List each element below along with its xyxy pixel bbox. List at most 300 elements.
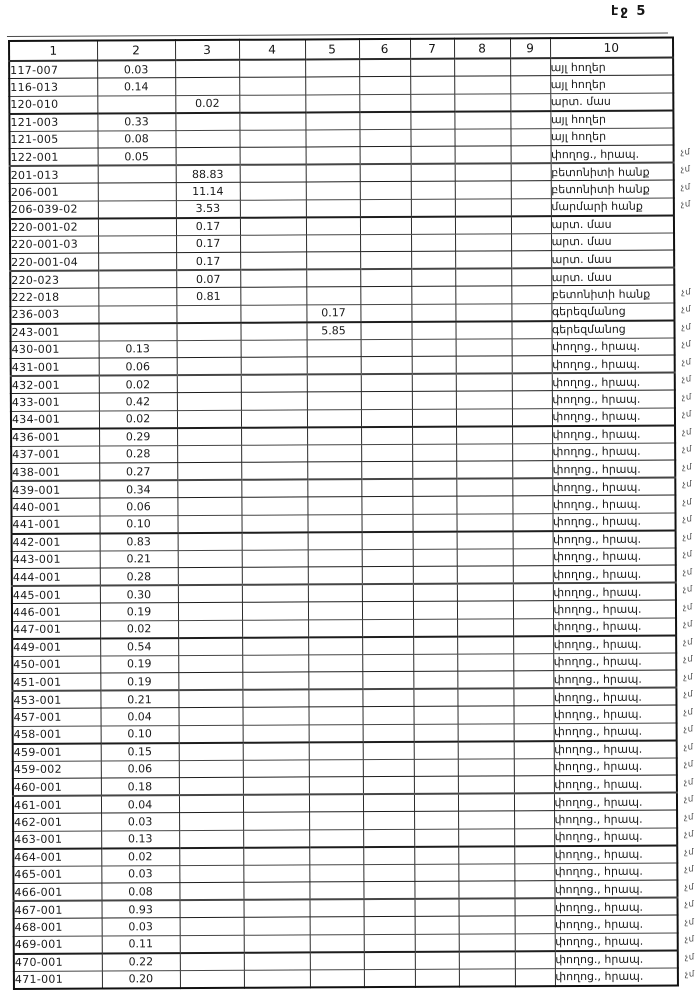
cell-code: 440-001 xyxy=(11,498,99,516)
cell-land-use: փողոց., հրապ. xyxy=(553,565,676,583)
margin-mark: չմ xyxy=(681,304,692,315)
cell-col3: 88.83 xyxy=(176,165,240,183)
cell-col5 xyxy=(308,672,362,690)
cell-code: 447-001 xyxy=(12,621,100,639)
cell-col8 xyxy=(459,951,515,969)
cell-col6 xyxy=(360,321,411,339)
cell-col4 xyxy=(242,707,308,725)
cell-col8 xyxy=(456,461,512,479)
cell-col3 xyxy=(178,672,242,690)
cell-col4 xyxy=(241,357,307,375)
margin-mark: չմ xyxy=(683,706,694,717)
cell-col6 xyxy=(364,899,415,917)
cell-col6 xyxy=(361,444,412,462)
cell-col4 xyxy=(243,847,309,865)
cell-col2 xyxy=(98,305,176,323)
margin-mark: չմ xyxy=(683,654,694,665)
cell-col8 xyxy=(456,338,512,356)
column-header-7: 7 xyxy=(410,39,454,59)
cell-col7 xyxy=(413,671,457,689)
cell-land-use: այլ հողեր xyxy=(550,58,673,76)
cell-col8 xyxy=(457,618,513,636)
cell-col9 xyxy=(510,76,550,94)
cell-land-use: փողոց., հրապ. xyxy=(552,408,675,426)
cell-col5 xyxy=(309,829,363,847)
cell-col4 xyxy=(240,199,306,217)
cell-col9 xyxy=(513,583,553,601)
cell-col3 xyxy=(178,655,242,673)
cell-col5 xyxy=(306,147,360,165)
cell-col4 xyxy=(239,94,305,112)
cell-col8 xyxy=(457,583,513,601)
cell-col7 xyxy=(413,549,457,567)
cell-col5 xyxy=(307,479,361,497)
cell-col2 xyxy=(98,183,176,201)
margin-mark: չմ xyxy=(683,671,694,682)
cell-col9 xyxy=(513,706,553,724)
cell-col5 xyxy=(309,864,363,882)
cell-col4 xyxy=(244,917,310,935)
cell-col2: 0.22 xyxy=(102,953,180,971)
cell-col6 xyxy=(363,776,414,794)
cell-col3: 0.17 xyxy=(176,235,240,253)
cell-col3: 11.14 xyxy=(176,182,240,200)
cell-code: 437-001 xyxy=(11,446,99,464)
cell-code: 436-001 xyxy=(11,428,99,446)
cell-land-use: արտ. մաս xyxy=(551,250,674,268)
cell-land-use: փողոց., հրապ. xyxy=(552,373,675,391)
cell-col3 xyxy=(178,637,242,655)
cell-col7 xyxy=(414,724,458,742)
cell-col8 xyxy=(455,286,511,304)
cell-land-use: փողոց., հրապ. xyxy=(553,688,676,706)
cell-col2 xyxy=(97,95,175,113)
cell-col9 xyxy=(512,513,552,531)
cell-col2: 0.29 xyxy=(99,428,177,446)
cell-col7 xyxy=(414,759,458,777)
cell-col5 xyxy=(308,584,362,602)
cell-col7 xyxy=(412,409,456,427)
cell-col4 xyxy=(242,619,308,637)
cell-code: 441-001 xyxy=(11,516,99,534)
cell-col4 xyxy=(243,724,309,742)
cell-col9 xyxy=(513,548,553,566)
cell-col5 xyxy=(310,917,364,935)
cell-col2: 0.13 xyxy=(101,830,179,848)
cell-col9 xyxy=(514,758,554,776)
cell-col3 xyxy=(178,550,242,568)
cell-col8 xyxy=(454,111,510,129)
cell-col8 xyxy=(454,93,510,111)
cell-col4 xyxy=(240,164,306,182)
cell-col7 xyxy=(415,951,459,969)
cell-col4 xyxy=(243,759,309,777)
cell-code: 444-001 xyxy=(12,568,100,586)
cell-col8 xyxy=(455,216,511,234)
cell-col7 xyxy=(413,619,457,637)
cell-col2: 0.04 xyxy=(100,708,178,726)
cell-col7 xyxy=(413,706,457,724)
margin-mark: չմ xyxy=(684,934,695,945)
cell-col9 xyxy=(515,916,555,934)
cell-code: 462-001 xyxy=(13,813,101,831)
cell-col2: 0.21 xyxy=(100,550,178,568)
cell-col5 xyxy=(305,77,359,95)
cell-col8 xyxy=(455,163,511,181)
margin-mark: չմ xyxy=(684,864,695,875)
cell-col9 xyxy=(512,391,552,409)
cell-col5 xyxy=(305,94,359,112)
cell-land-use: արտ. մաս xyxy=(551,215,674,233)
cell-col5 xyxy=(310,934,364,952)
cell-col4 xyxy=(240,217,306,235)
cell-code: 461-001 xyxy=(13,796,101,814)
cell-col4 xyxy=(242,602,308,620)
cell-col6 xyxy=(362,601,413,619)
cell-land-use: փողոց., հրապ. xyxy=(552,443,675,461)
cell-col3 xyxy=(177,375,241,393)
cell-col6 xyxy=(359,94,410,112)
cell-col7 xyxy=(411,269,455,287)
cell-col4 xyxy=(240,234,306,252)
cell-col5 xyxy=(307,444,361,462)
cell-col2: 0.02 xyxy=(101,848,179,866)
cell-land-use: փողոց., հրապ. xyxy=(553,670,676,688)
cell-col3: 0.17 xyxy=(176,252,240,270)
cell-land-use: փողոց., հրապ. xyxy=(553,530,676,548)
cell-col7 xyxy=(412,391,456,409)
cell-col2: 0.03 xyxy=(102,918,180,936)
cell-col5 xyxy=(310,952,364,970)
cell-col2: 0.54 xyxy=(100,638,178,656)
cell-col9 xyxy=(511,146,551,164)
cell-col2 xyxy=(98,200,176,218)
cell-col8 xyxy=(456,426,512,444)
cell-land-use: մարմարի հանք xyxy=(551,198,674,216)
cell-col3: 3.53 xyxy=(176,200,240,218)
cell-col9 xyxy=(512,373,552,391)
cell-col7 xyxy=(412,356,456,374)
cell-col3 xyxy=(177,357,241,375)
margin-mark: չմ xyxy=(682,444,693,455)
cell-col5 xyxy=(306,234,360,252)
cell-col2: 0.19 xyxy=(100,673,178,691)
cell-land-use: փողոց., հրապ. xyxy=(554,880,677,898)
cell-col4 xyxy=(239,129,305,147)
cell-land-use: արտ. մաս xyxy=(550,93,673,111)
cell-code: 434-001 xyxy=(11,411,99,429)
cell-col8 xyxy=(457,636,513,654)
cell-col8 xyxy=(455,268,511,286)
cell-col2: 0.19 xyxy=(100,603,178,621)
cell-col8 xyxy=(457,688,513,706)
cell-col3 xyxy=(180,952,244,970)
cell-code: 220-001-04 xyxy=(10,253,98,271)
column-header-8: 8 xyxy=(454,38,510,58)
cell-col5 xyxy=(309,847,363,865)
cell-col8 xyxy=(457,706,513,724)
cell-col7 xyxy=(411,234,455,252)
margin-mark: չմ xyxy=(680,181,691,192)
cell-col9 xyxy=(515,968,555,986)
cell-col7 xyxy=(414,811,458,829)
cell-col5 xyxy=(310,969,364,987)
cell-code: 457-001 xyxy=(13,708,101,726)
margin-mark: չմ xyxy=(680,146,691,157)
cell-code: 471-001 xyxy=(14,971,102,989)
cell-col8 xyxy=(456,496,512,514)
cell-land-use: փողոց., հրապ. xyxy=(552,338,675,356)
margin-mark: չմ xyxy=(681,286,692,297)
cell-col9 xyxy=(512,496,552,514)
cell-col8 xyxy=(456,408,512,426)
cell-col6 xyxy=(363,724,414,742)
cell-code: 467-001 xyxy=(14,901,102,919)
table-row xyxy=(14,968,678,989)
cell-col7 xyxy=(414,741,458,759)
cell-col4 xyxy=(242,637,308,655)
cell-land-use: արտ. մաս xyxy=(551,233,674,251)
cell-code: 220-023 xyxy=(10,271,98,289)
cell-col8 xyxy=(454,76,510,94)
cell-col3 xyxy=(177,427,241,445)
cell-col8 xyxy=(457,601,513,619)
cell-col5 xyxy=(305,112,359,130)
cell-col8 xyxy=(456,443,512,461)
cell-col7 xyxy=(412,479,456,497)
cell-col9 xyxy=(510,93,550,111)
margin-mark: չմ xyxy=(683,741,694,752)
cell-land-use: փողոց., հրապ. xyxy=(552,513,675,531)
cell-col6 xyxy=(363,759,414,777)
cell-col6 xyxy=(359,111,410,129)
cell-col5 xyxy=(306,164,360,182)
cell-col7 xyxy=(411,216,455,234)
cell-col9 xyxy=(515,951,555,969)
cell-col2 xyxy=(98,253,176,271)
cell-col4 xyxy=(240,269,306,287)
cell-col3 xyxy=(178,620,242,638)
cell-code: 433-001 xyxy=(11,393,99,411)
cell-col9 xyxy=(514,741,554,759)
cell-col6 xyxy=(360,251,411,269)
cell-col3 xyxy=(175,60,239,78)
cell-col8 xyxy=(455,181,511,199)
cell-col3: 0.07 xyxy=(176,270,240,288)
cell-land-use: փողոց., հրապ. xyxy=(552,390,675,408)
margin-mark: չմ xyxy=(684,881,695,892)
cell-col2: 0.21 xyxy=(100,690,178,708)
cell-col4 xyxy=(243,742,309,760)
cell-col5 xyxy=(309,724,363,742)
margin-mark: չմ xyxy=(682,496,693,507)
cell-col3 xyxy=(176,305,240,323)
cell-col7 xyxy=(410,76,454,94)
cell-col3 xyxy=(179,777,243,795)
cell-code: 117-007 xyxy=(9,61,97,79)
cell-col9 xyxy=(512,338,552,356)
cell-col7 xyxy=(413,531,457,549)
cell-col7 xyxy=(414,864,458,882)
cell-col9 xyxy=(514,863,554,881)
cell-code: 243-001 xyxy=(10,323,98,341)
margin-mark: չմ xyxy=(681,339,692,350)
cell-code: 443-001 xyxy=(12,551,100,569)
margin-mark: չմ xyxy=(680,164,691,175)
cell-col2 xyxy=(98,218,176,236)
cell-col5 xyxy=(308,689,362,707)
cell-col7 xyxy=(413,566,457,584)
cell-col8 xyxy=(458,828,514,846)
cell-code: 438-001 xyxy=(11,463,99,481)
cell-code: 120-010 xyxy=(9,96,97,114)
cell-col3 xyxy=(180,917,244,935)
cell-col6 xyxy=(362,636,413,654)
cell-land-use: փողոց., հրապ. xyxy=(555,968,678,986)
cell-col9 xyxy=(512,408,552,426)
cell-col8 xyxy=(455,303,511,321)
cell-col9 xyxy=(513,688,553,706)
cell-col6 xyxy=(363,881,414,899)
cell-code: 463-001 xyxy=(13,831,101,849)
cell-col4 xyxy=(242,567,308,585)
margin-mark: չմ xyxy=(681,391,692,402)
margin-mark: չմ xyxy=(684,969,695,980)
land-parcel-table xyxy=(8,37,679,990)
cell-col4 xyxy=(244,952,310,970)
cell-col3 xyxy=(178,567,242,585)
cell-col3 xyxy=(179,865,243,883)
cell-col4 xyxy=(239,112,305,130)
cell-col7 xyxy=(413,636,457,654)
cell-code: 465-001 xyxy=(13,866,101,884)
cell-land-use: փողոց., հրապ. xyxy=(554,828,677,846)
cell-col2: 0.93 xyxy=(102,900,180,918)
cell-col2: 0.06 xyxy=(99,358,177,376)
cell-col2 xyxy=(98,270,176,288)
cell-col3 xyxy=(177,340,241,358)
cell-code: 236-003 xyxy=(10,306,98,324)
margin-mark: չմ xyxy=(681,409,692,420)
cell-col4 xyxy=(242,654,308,672)
cell-col4 xyxy=(241,409,307,427)
cell-col6 xyxy=(360,304,411,322)
cell-code: 468-001 xyxy=(14,918,102,936)
cell-col9 xyxy=(514,776,554,794)
cell-col6 xyxy=(363,741,414,759)
cell-col5 xyxy=(308,707,362,725)
cell-col8 xyxy=(457,566,513,584)
page-number: էջ 5 xyxy=(611,4,648,19)
cell-col2: 0.10 xyxy=(99,515,177,533)
cell-col5 xyxy=(308,619,362,637)
cell-col7 xyxy=(411,164,455,182)
cell-land-use: այլ հողեր xyxy=(550,128,673,146)
margin-mark: չմ xyxy=(683,689,694,700)
cell-col6 xyxy=(361,356,412,374)
cell-col2: 0.02 xyxy=(100,620,178,638)
cell-col6 xyxy=(362,654,413,672)
margin-mark: չմ xyxy=(684,916,695,927)
cell-col7 xyxy=(410,94,454,112)
cell-col6 xyxy=(360,181,411,199)
cell-col2: 0.06 xyxy=(99,498,177,516)
cell-col2: 0.20 xyxy=(102,970,180,988)
cell-col3 xyxy=(175,77,239,95)
cell-col7 xyxy=(415,916,459,934)
cell-col8 xyxy=(457,531,513,549)
cell-col7 xyxy=(410,129,454,147)
cell-col5 xyxy=(307,339,361,357)
cell-col2: 0.03 xyxy=(97,60,175,78)
cell-code: 121-003 xyxy=(9,113,97,131)
cell-col7 xyxy=(411,321,455,339)
cell-col5 xyxy=(305,129,359,147)
cell-col2: 0.03 xyxy=(101,865,179,883)
cell-code: 445-001 xyxy=(12,586,100,604)
cell-col5: 0.17 xyxy=(306,304,360,322)
cell-col7 xyxy=(412,374,456,392)
cell-col9 xyxy=(514,881,554,899)
cell-col4 xyxy=(241,427,307,445)
cell-col9 xyxy=(510,111,550,129)
cell-col9 xyxy=(511,233,551,251)
cell-land-use: փողոց., հրապ. xyxy=(553,583,676,601)
cell-col6 xyxy=(360,199,411,217)
cell-col2: 0.13 xyxy=(99,340,177,358)
cell-code: 442-001 xyxy=(12,533,100,551)
cell-col4 xyxy=(243,794,309,812)
cell-col5 xyxy=(305,59,359,77)
margin-mark: չմ xyxy=(682,514,693,525)
column-header-4: 4 xyxy=(239,39,305,59)
cell-code: 450-001 xyxy=(12,656,100,674)
cell-col2 xyxy=(98,288,176,306)
cell-col2: 0.10 xyxy=(101,725,179,743)
cell-col2: 0.34 xyxy=(99,480,177,498)
cell-col8 xyxy=(458,723,514,741)
cell-col6 xyxy=(363,811,414,829)
cell-col2: 0.04 xyxy=(101,795,179,813)
cell-col2: 0.42 xyxy=(99,393,177,411)
cell-col8 xyxy=(458,846,514,864)
margin-mark: չմ xyxy=(684,951,695,962)
cell-col3 xyxy=(177,445,241,463)
cell-col5 xyxy=(306,199,360,217)
cell-col3 xyxy=(179,830,243,848)
cell-col2: 0.19 xyxy=(100,655,178,673)
cell-col8 xyxy=(458,863,514,881)
cell-col7 xyxy=(413,601,457,619)
cell-col2 xyxy=(98,235,176,253)
cell-col5 xyxy=(307,409,361,427)
cell-col8 xyxy=(458,811,514,829)
cell-col8 xyxy=(458,776,514,794)
cell-col6 xyxy=(363,846,414,864)
cell-col6 xyxy=(361,461,412,479)
cell-col6 xyxy=(361,426,412,444)
cell-code: 431-001 xyxy=(11,358,99,376)
cell-col4 xyxy=(241,514,307,532)
cell-col6 xyxy=(364,916,415,934)
cell-col4 xyxy=(244,969,310,987)
cell-code: 201-013 xyxy=(10,166,98,184)
cell-col7 xyxy=(411,146,455,164)
cell-col8 xyxy=(457,671,513,689)
cell-col2: 0.08 xyxy=(97,130,175,148)
cell-land-use: փողոց., հրապ. xyxy=(552,495,675,513)
cell-col6 xyxy=(363,794,414,812)
